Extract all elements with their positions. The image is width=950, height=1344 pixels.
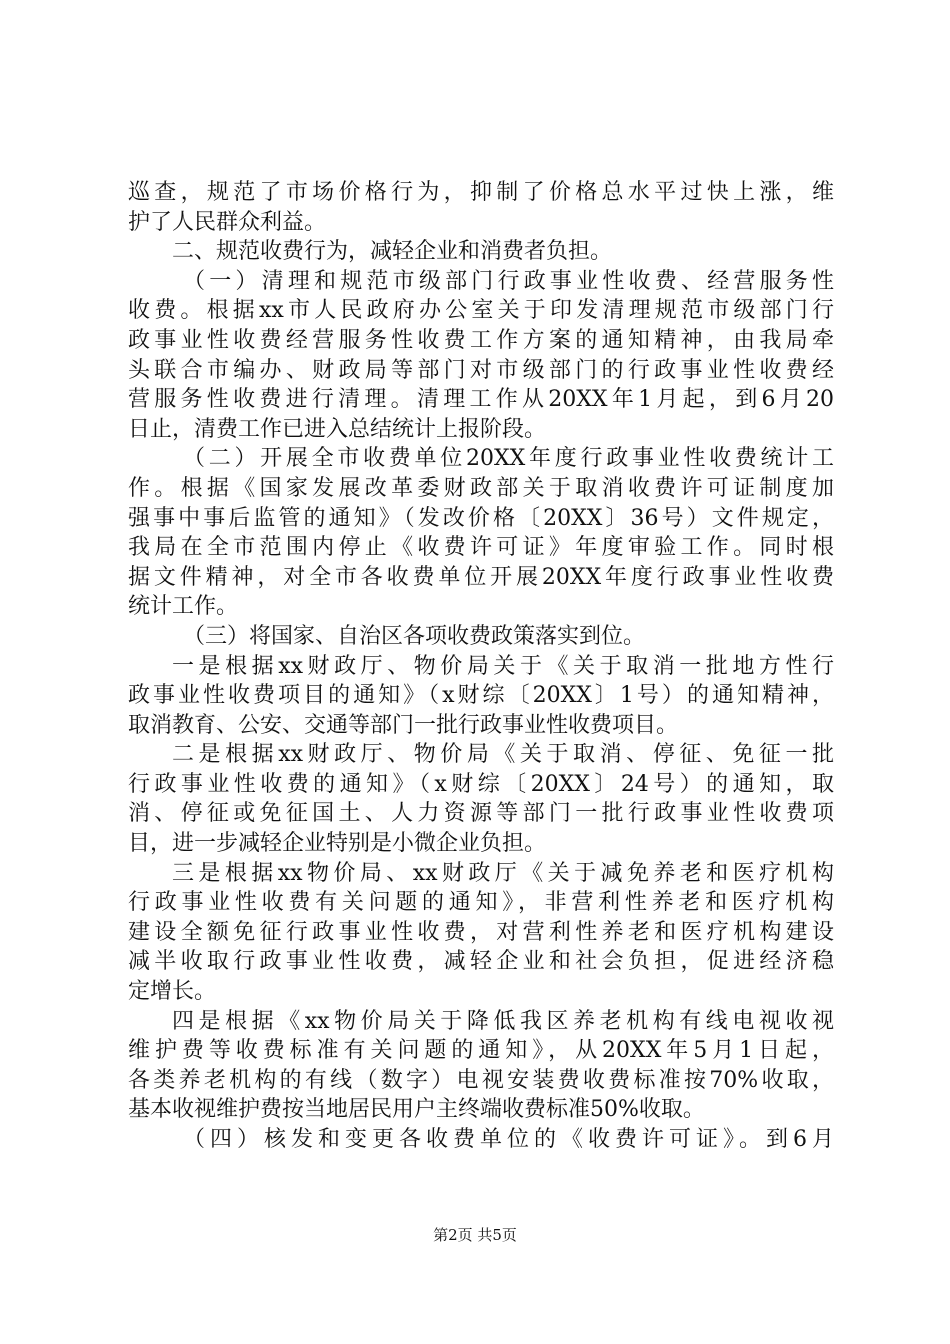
text-line: 护了人民群众利益。 — [128, 209, 327, 235]
page-number-footer: 第2页 共5页 — [433, 1226, 517, 1244]
section-heading: 二、规范收费行为，减轻企业和消费者负担。 — [172, 239, 613, 265]
text-line: 巡查，规范了市场价格行为，抑制了价格总水平过快上涨，维 — [128, 180, 834, 205]
document-body — [128, 178, 834, 1155]
text-line: 各类养老机构的有线（数字）电视安装费收费标准按70%收取， — [128, 1067, 834, 1093]
text-line: 行政事业性收费有关问题的通知》，非营利性养老和医疗机构 — [128, 890, 834, 916]
text-line: 收费。根据xx市人民政府办公室关于印发清理规范市级部门行 — [128, 298, 834, 324]
text-line: 据文件精神，对全市各收费单位开展20XX年度行政事业性收费 — [128, 564, 834, 590]
text-line: （四）核发和变更各收费单位的《收费许可证》。到6月 — [183, 1127, 834, 1152]
text-line: 四是根据《xx物价局关于降低我区养老机构有线电视收视 — [172, 1008, 834, 1034]
text-line: 减半收取行政事业性收费，减轻企业和社会负担，促进经济稳 — [128, 949, 834, 975]
text-line: （二）开展全市收费单位20XX年度行政事业性收费统计工 — [183, 446, 834, 472]
text-line: 营服务性收费进行清理。清理工作从20XX年1月起，到6月20 — [128, 387, 834, 413]
text-line: 强事中事后监管的通知》（发改价格〔20XX〕36号）文件规定， — [128, 505, 834, 531]
text-line: 三是根据xx物价局、xx财政厅《关于减免养老和医疗机构 — [172, 860, 834, 886]
text-line: 头联合市编办、财政局等部门对市级部门的行政事业性收费经 — [128, 357, 834, 383]
text-line: 政事业性收费经营服务性收费工作方案的通知精神，由我局牵 — [128, 327, 834, 353]
text-line: 一是根据xx财政厅、物价局关于《关于取消一批地方性行 — [172, 653, 834, 679]
text-line: 统计工作。 — [128, 594, 239, 620]
text-line: 我局在全市范围内停止《收费许可证》年度审验工作。同时根 — [128, 535, 834, 561]
text-line: 消、停征或免征国土、人力资源等部门一批行政事业性收费项 — [128, 801, 834, 827]
text-line: 定增长。 — [128, 979, 217, 1005]
text-line: 基本收视维护费按当地居民用户主终端收费标准50%收取。 — [128, 1097, 705, 1123]
text-line: 建设全额免征行政事业性收费，对营利性养老和医疗机构建设 — [128, 919, 834, 945]
text-line: 日止，清费工作已进入总结统计上报阶段。 — [128, 416, 547, 442]
item-heading: （三）将国家、自治区各项收费政策落实到位。 — [183, 623, 646, 649]
text-line: 取消教育、公安、交通等部门一批行政事业性收费项目。 — [128, 712, 679, 738]
text-line: （一）清理和规范市级部门行政事业性收费、经营服务性 — [183, 268, 834, 294]
text-line: 目，进一步减轻企业特别是小微企业负担。 — [128, 831, 547, 857]
text-line: 维护费等收费标准有关问题的通知》，从20XX年5月1日起， — [128, 1038, 834, 1064]
text-line: 政事业性收费项目的通知》（x财综〔20XX〕1号）的通知精神， — [128, 683, 834, 709]
text-line: 作。根据《国家发展改革委财政部关于取消收费许可证制度加 — [128, 475, 834, 501]
text-line: 二是根据xx财政厅、物价局《关于取消、停征、免征一批 — [172, 742, 834, 768]
text-line: 行政事业性收费的通知》（x财综〔20XX〕24号）的通知，取 — [128, 771, 834, 797]
